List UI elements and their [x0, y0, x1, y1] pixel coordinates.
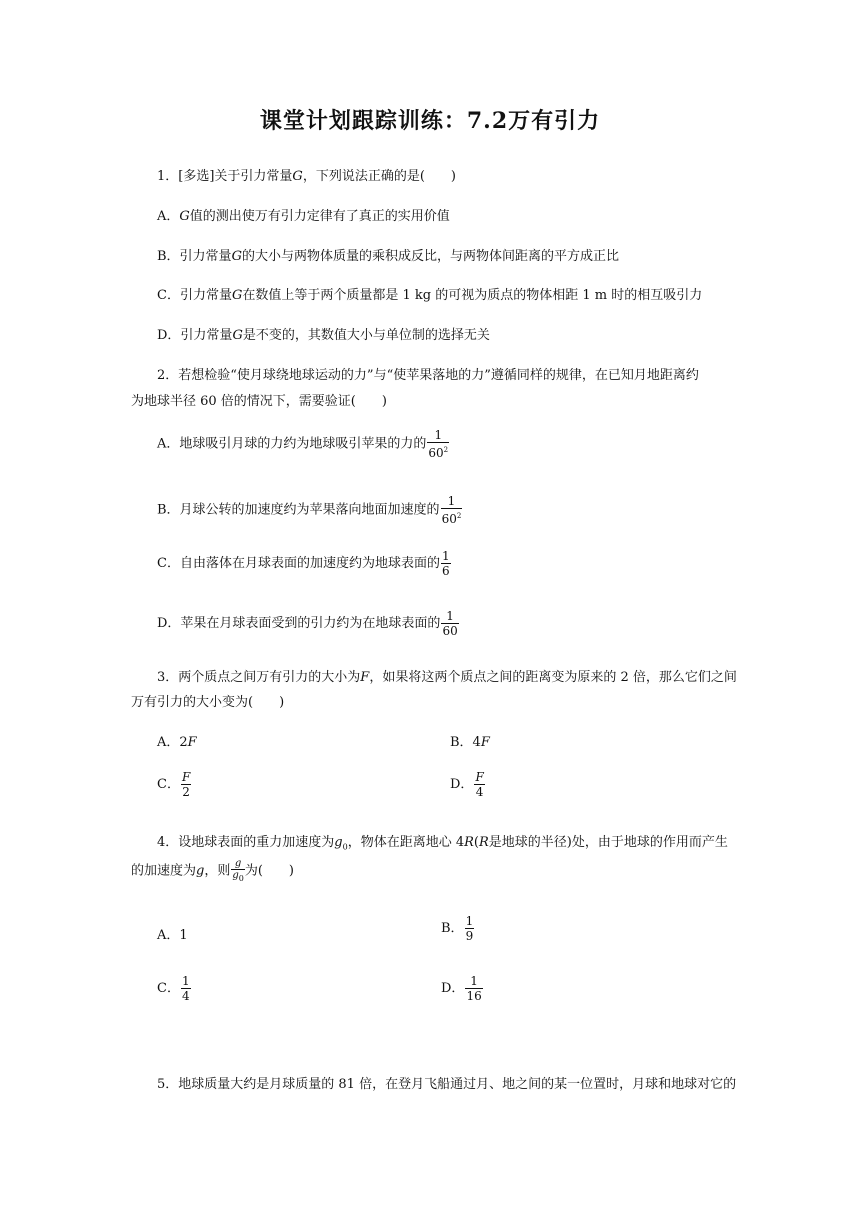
q2-option-d: D．苹果在月球表面受到的引力约为在地球表面的 $\frac{1}{60}$	[157, 609, 458, 638]
q2-stem-line1: 2．若想检验“使月球绕地球运动的力”与“使苹果落地的力”遵循同样的规律，在已知月地距离约	[157, 368, 699, 383]
q1-option-d: D．引力常量G是不变的，其数值大小与单位制的选择无关	[157, 328, 490, 343]
fraction: $\frac{1}{60^2}$	[441, 494, 462, 526]
page-title: 课堂计划跟踪训练：7.2万有引力	[259, 108, 601, 134]
q4-option-b: B． $\frac{1}{9}$	[441, 914, 474, 943]
q3-option-a: A．2F	[157, 735, 197, 750]
q2-option-a: A．地球吸引月球的力约为地球吸引苹果的力的 $\frac{1}{60^2}$	[157, 428, 449, 460]
q2-option-b: B．月球公转的加速度约为苹果落向地面加速度的 $\frac{1}{60^2}$	[157, 494, 462, 526]
fraction: $\frac{F}{4}$	[475, 770, 484, 799]
fraction: $\frac{F}{2}$	[181, 770, 191, 799]
fraction: $\frac{1}{9}$	[465, 914, 474, 943]
q1-option-b: B．引力常量G的大小与两物体质量的乘积成反比，与两物体间距离的平方成正比	[157, 249, 619, 264]
fraction: $\frac{1}{4}$	[181, 974, 190, 1003]
q1-stem: 1．[多选]关于引力常量G，下列说法正确的是( )	[157, 169, 456, 184]
fraction: $\frac{1}{60^2}$	[428, 428, 449, 460]
q3-stem-line2: 万有引力的大小变为( )	[131, 695, 285, 710]
q4-option-d: D． $\frac{1}{16}$	[441, 974, 482, 1003]
q3-option-c: C． $\frac{F}{2}$	[157, 770, 191, 799]
fraction: $\frac{1}{16}$	[466, 974, 482, 1003]
q4-stem-line1: 4．设地球表面的重力加速度为$g_0$，物体在距离地心 4R(R是地球的半径)处，由于地球的作用而产生	[157, 835, 728, 852]
q4-option-a: A．1	[157, 928, 188, 943]
fraction: $\frac{1}{6}$	[441, 549, 450, 578]
q4-stem-line2: 的加速度为g，则 $\frac{g}{g_0}$ 为( )	[131, 858, 295, 883]
q1-option-a: A．G值的测出使万有引力定律有了真正的实用价值	[157, 209, 450, 224]
q5-stem-line1: 5．地球质量大约是月球质量的 81 倍，在登月飞船通过月、地之间的某一位置时，月球和地球对它的	[157, 1077, 737, 1092]
q2-option-c: C．自由落体在月球表面的加速度约为地球表面的 $\frac{1}{6}$	[157, 549, 450, 578]
q3-stem-line1: 3．两个质点之间万有引力的大小为F，如果将这两个质点之间的距离变为原来的 2 倍，那么它们之间	[157, 670, 737, 685]
q1-option-c: C．引力常量G在数值上等于两个质量都是 1 kg 的可视为质点的物体相距 1 m 时的相互吸引力	[157, 288, 703, 303]
q3-option-b: B．4F	[450, 735, 490, 750]
fraction: $\frac{g}{g_0}$	[232, 858, 244, 883]
fraction: $\frac{1}{60}$	[442, 609, 458, 638]
q4-option-c: C． $\frac{1}{4}$	[157, 974, 190, 1003]
q2-stem-line2: 为地球半径 60 倍的情况下，需要验证( )	[131, 394, 387, 409]
q3-option-d: D． $\frac{F}{4}$	[450, 770, 484, 799]
